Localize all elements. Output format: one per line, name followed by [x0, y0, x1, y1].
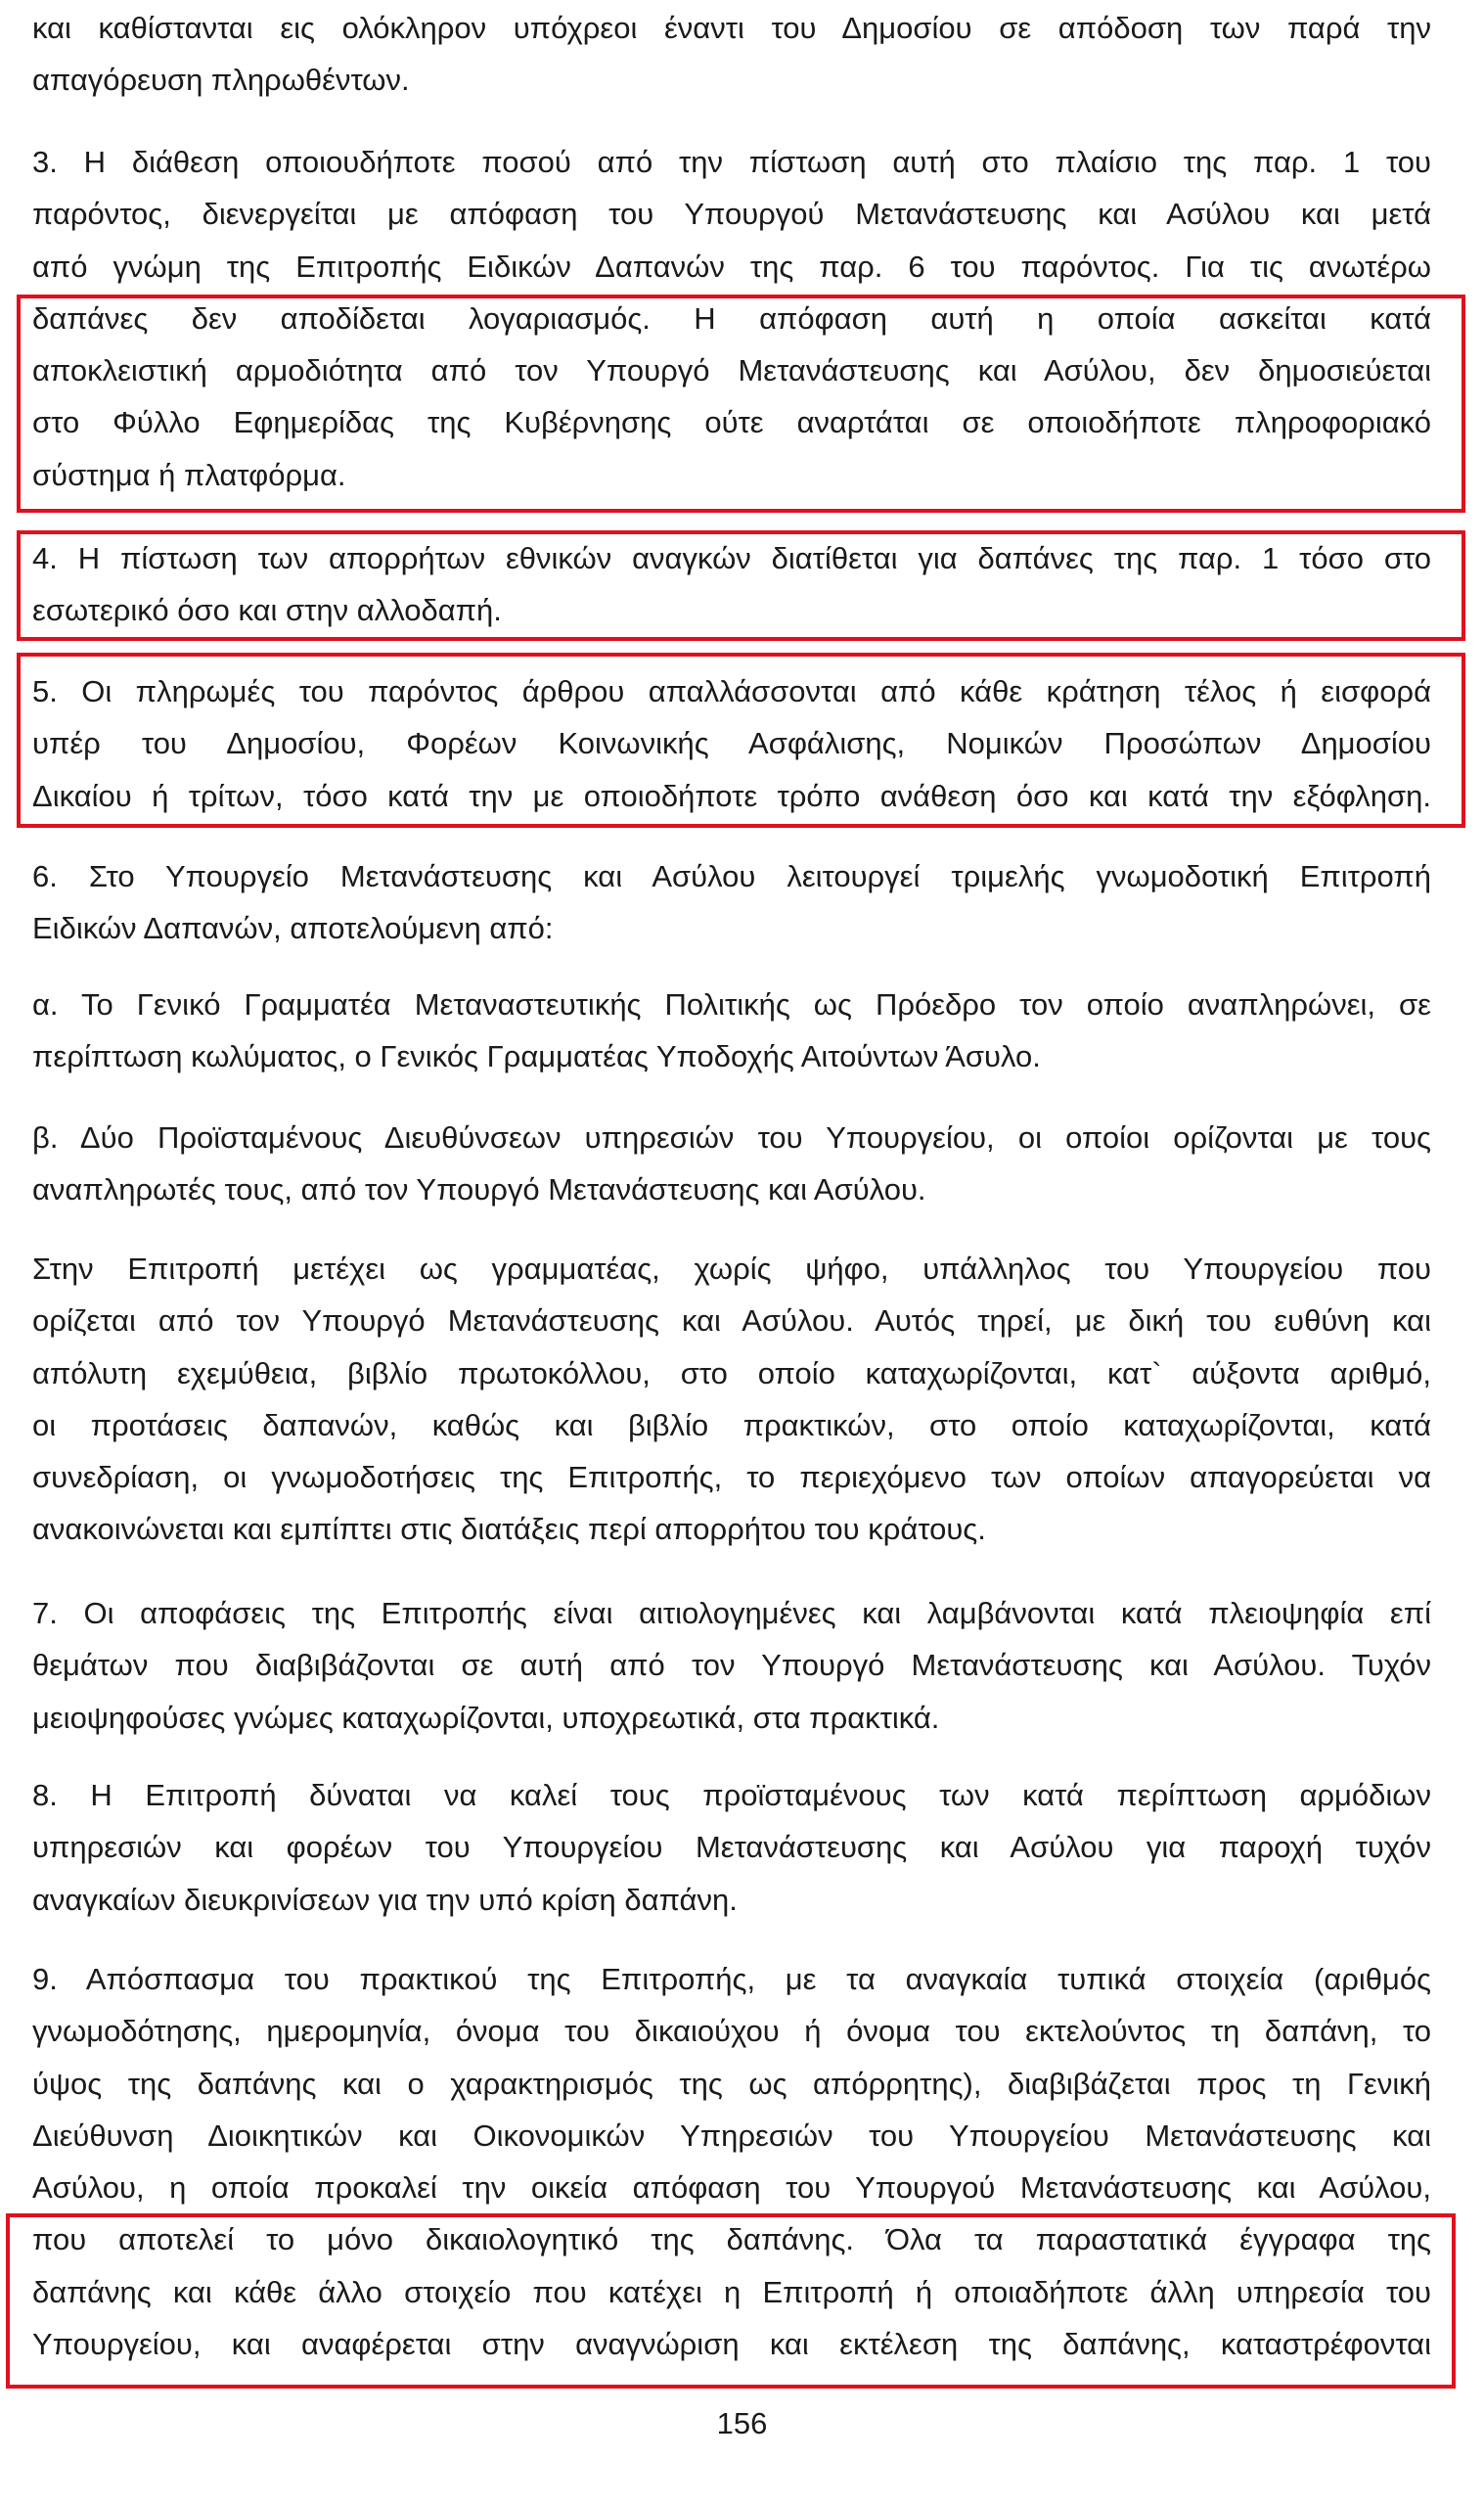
text-line: Διεύθυνση Διοικητικών και Οικονομικών Υπηρεσιών του Υπουργείου Μετανάστευσης και — [32, 2118, 1431, 2153]
text-line: οι προτάσεις δαπανών, καθώς και βιβλίο πρακτικών, στο οποίο καταχωρίζονται, κατά — [32, 1407, 1431, 1442]
text-line: ορίζεται από τον Υπουργό Μετανάστευσης και Ασύλου. Αυτός τηρεί, με δική του ευθύνη και — [32, 1303, 1431, 1339]
text-line: 9. Απόσπασμα του πρακτικού της Επιτροπής, με τα αναγκαία τυπικά στοιχεία (αριθμός — [32, 1962, 1431, 1996]
text-line: δαπάνης και κάθε άλλο στοιχείο που κατέχει η Επιτροπή ή οποιαδήποτε άλλη υπηρεσία του — [32, 2274, 1431, 2309]
text-line: μειοψηφούσες γνώμες καταχωρίζονται, υποχρεωτικά, στα πρακτικά. — [32, 1700, 940, 1735]
text-line: 4. Η πίστωση των απορρήτων εθνικών αναγκών διατίθεται για δαπάνες της παρ. 1 τόσο στο — [32, 541, 1431, 575]
text-line: Υπουργείου, και αναφέρεται στην αναγνώριση και εκτέλεση της δαπάνης, καταστρέφονται — [32, 2327, 1431, 2362]
text-line: απόλυτη εχεμύθεια, βιβλίο πρωτοκόλλου, στο οποίο καταχωρίζονται, κατ` αύξοντα αριθμό, — [32, 1355, 1431, 1390]
text-line: Ειδικών Δαπανών, αποτελούμενη από: — [32, 911, 554, 946]
text-line: παρόντος, διενεργείται με απόφαση του Υπουργού Μετανάστευσης και Ασύλου και μετά — [32, 197, 1431, 232]
text-line: απαγόρευση πληρωθέντων. — [32, 63, 410, 98]
text-line: ύψος της δαπάνης και ο χαρακτηρισμός της ως απόρρητης), διαβιβάζεται προς τη Γενική — [32, 2066, 1431, 2101]
text-line: 8. Η Επιτροπή δύναται να καλεί τους προϊσταμένους των κατά περίπτωση αρμόδιων — [32, 1778, 1431, 1812]
paragraph-9 — [32, 1953, 1431, 2370]
text-line: γνωμοδότησης, ημερομηνία, όνομα του δικαιούχου ή όνομα του εκτελούντος τη δαπάνη, το — [32, 2014, 1431, 2049]
text-line: αποκλειστική αρμοδιότητα από τον Υπουργό Μετανάστευσης και Ασύλου, δεν δημοσιεύεται — [32, 353, 1431, 388]
text-line: Ασύλου, η οποία προκαλεί την οικεία απόφαση του Υπουργού Μετανάστευσης και Ασύλου, — [32, 2170, 1431, 2206]
page-number: 156 — [716, 2406, 768, 2440]
text-line: αναγκαίων διευκρινίσεων για την υπό κρίση δαπάνη. — [32, 1882, 738, 1917]
text-line: εσωτερικό όσο και στην αλλοδαπή. — [32, 593, 502, 628]
text-line: ανακοινώνεται και εμπίπτει στις διατάξεις περί απορρήτου του κράτους. — [32, 1512, 986, 1547]
paragraph-3 — [32, 136, 1431, 501]
text-line: Δικαίου ή τρίτων, τόσο κατά την με οποιοδήποτε τρόπο ανάθεση όσο και κατά την εξόφληση. — [32, 778, 1431, 813]
document-page — [32, 0, 1431, 2505]
text-line: και καθίστανται εις ολόκληρον υπόχρεοι έναντι του Δημοσίου σε απόδοση των παρά την — [32, 11, 1431, 45]
paragraph-6b — [32, 1112, 1431, 1216]
text-line: 5. Οι πληρωμές του παρόντος άρθρου απαλλάσσονται από κάθε κράτηση τέλος ή εισφορά — [32, 674, 1431, 708]
text-line: 7. Οι αποφάσεις της Επιτροπής είναι αιτιολογημένες και λαμβάνονται κατά πλειοψηφία επί — [32, 1596, 1431, 1630]
paragraph-7 — [32, 1587, 1431, 1744]
text-line: 6. Στο Υπουργείο Μετανάστευσης και Ασύλου λειτουργεί τριμελής γνωμοδοτική Επιτροπή — [32, 859, 1431, 893]
text-line: δαπάνες δεν αποδίδεται λογαριασμός. Η απόφαση αυτή η οποία ασκείται κατά — [32, 300, 1431, 336]
paragraph-8 — [32, 1769, 1431, 1926]
text-line: υπέρ του Δημοσίου, Φορέων Κοινωνικής Ασφάλισης, Νομικών Προσώπων Δημοσίου — [32, 726, 1431, 761]
paragraph-5 — [32, 665, 1431, 822]
text-line: β. Δύο Προϊσταμένους Διευθύνσεων υπηρεσιών του Υπουργείου, οι οποίοι ορίζονται με τους — [32, 1120, 1431, 1155]
text-line: Στην Επιτροπή μετέχει ως γραμματέας, χωρίς ψήφο, υπάλληλος του Υπουργείου που — [32, 1252, 1431, 1286]
text-line: αναπληρωτές τους, από τον Υπουργό Μετανάστευσης και Ασύλου. — [32, 1172, 926, 1207]
text-line: θεμάτων που διαβιβάζονται σε αυτή από τον Υπουργό Μετανάστευσης και Ασύλου. Τυχόν — [32, 1648, 1431, 1683]
paragraph-4 — [32, 532, 1431, 637]
text-line: περίπτωση κωλύματος, ο Γενικός Γραμματέας Υποδοχής Αιτούντων Άσυλο. — [32, 1039, 1041, 1074]
text-line: σύστημα ή πλατφόρμα. — [32, 457, 346, 492]
paragraph-6-secretary — [32, 1243, 1431, 1556]
text-line: στο Φύλλο Εφημερίδας της Κυβέρνησης ούτε αναρτάται σε οποιοδήποτε πληροφοριακό — [32, 405, 1431, 440]
text-line: α. Το Γενικό Γραμματέα Μεταναστευτικής Πολιτικής ως Πρόεδρο τον οποίο αναπληρώνει, σε — [32, 987, 1431, 1022]
paragraph-6a — [32, 979, 1431, 1083]
paragraph-6 — [32, 850, 1431, 955]
text-line: που αποτελεί το μόνο δικαιολογητικό της δαπάνης. Όλα τα παραστατικά έγγραφα της — [32, 2222, 1431, 2257]
text-line: συνεδρίαση, οι γνωμοδοτήσεις της Επιτροπής, το περιεχόμενο των οποίων απαγορεύεται να — [32, 1460, 1431, 1495]
text-line: 3. Η διάθεση οποιουδήποτε ποσού από την πίστωση αυτή στο πλαίσιο της παρ. 1 του — [32, 145, 1431, 179]
paragraph-continuation — [32, 2, 1431, 107]
text-line: υπηρεσιών και φορέων του Υπουργείου Μετανάστευσης και Ασύλου για παροχή τυχόν — [32, 1830, 1431, 1865]
text-line: από γνώμη της Επιτροπής Ειδικών Δαπανών της παρ. 6 του παρόντος. Για τις ανωτέρω — [32, 249, 1431, 284]
